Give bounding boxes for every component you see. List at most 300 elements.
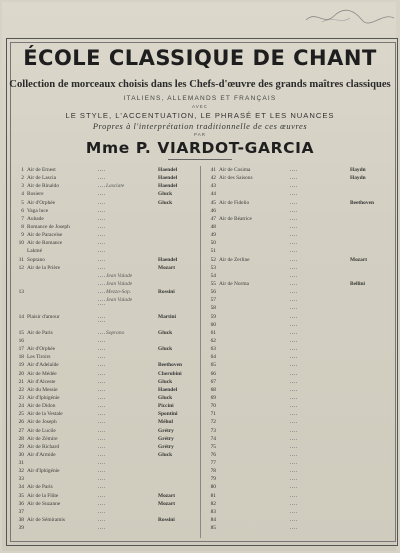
dot-leader (98, 382, 105, 383)
contents-entry (12, 492, 198, 500)
contents-entry (204, 492, 390, 500)
contents-column-right (204, 166, 390, 538)
contents-entry (204, 500, 390, 508)
entry-number: 3 (21, 183, 24, 190)
entry-title: Aubade (27, 215, 44, 222)
entry-title: Air de Rinaldo (27, 183, 60, 190)
dot-leader (290, 496, 297, 497)
contents-entry (12, 207, 198, 215)
dot-leader (98, 211, 105, 212)
dot-leader (98, 479, 105, 480)
entry-composer: Mozart (158, 264, 176, 271)
entry-composer: Grétry (158, 443, 174, 450)
dot-leader (98, 357, 105, 358)
entry-number: 49 (210, 232, 216, 239)
dot-leader (290, 504, 297, 505)
entry-title: Air de Sémiramis (27, 517, 66, 524)
dot-leader (290, 439, 297, 440)
entry-number: 76 (210, 451, 216, 458)
entry-composer: Gluck (158, 346, 173, 353)
entry-composer: Beethoven (158, 362, 182, 369)
contents-entry (204, 394, 390, 402)
entry-number: 17 (18, 346, 24, 353)
entry-title: Air d'Orphée (27, 199, 56, 206)
entry-title: Air d'Iphigénie (27, 394, 60, 401)
entry-number: 39 (18, 525, 24, 532)
entry-title: Air de Zerline (219, 256, 250, 263)
contents-entry (204, 190, 390, 198)
dot-leader (98, 260, 105, 261)
contents-entry (204, 182, 390, 190)
entry-title: Air de Lascia (27, 175, 57, 182)
entry-number: 42 (210, 175, 216, 182)
entry-number: 38 (18, 517, 24, 524)
entry-number: 41 (210, 167, 216, 173)
entry-number: 71 (210, 411, 216, 418)
entry-number: 68 (210, 386, 216, 393)
entry-number: 67 (210, 378, 216, 385)
dot-leader (98, 528, 105, 529)
contents-entry (204, 402, 390, 410)
dot-leader (290, 390, 297, 391)
entry-number: 1 (21, 167, 24, 173)
dot-leader (98, 487, 105, 488)
entry-number: 36 (18, 500, 24, 507)
entry-number: 2 (21, 175, 24, 182)
interpretation-line: Propres à l'interprétation traditionnelle de ces œuvres (92, 122, 308, 131)
dot-leader (98, 321, 105, 322)
contents-entry (12, 508, 198, 516)
contents-entry (12, 190, 198, 198)
entry-number: 78 (210, 468, 216, 475)
dot-leader (98, 463, 105, 464)
contents-entry (204, 353, 390, 361)
entry-title: Air de Paracelse (27, 232, 63, 239)
entry-voice: Jean Valade (106, 280, 133, 287)
contents-entry (12, 231, 198, 239)
entry-title: Air de Médée (27, 370, 57, 377)
entry-composer: Martini (158, 313, 176, 320)
entry-composer: Mozart (350, 256, 368, 263)
entry-number: 12 (18, 264, 24, 271)
dot-leader (290, 170, 297, 171)
dot-leader (290, 406, 297, 407)
contents-entry (204, 427, 390, 435)
contents-entry (12, 386, 198, 394)
entry-number: 44 (210, 191, 216, 198)
entry-title: Air d'Alceste (27, 378, 56, 385)
contents-entry (12, 337, 198, 345)
contents-entry (12, 272, 198, 280)
entry-number: 82 (210, 500, 216, 507)
entry-composer: Piccini (158, 403, 174, 410)
contents-entry (204, 386, 390, 394)
dot-leader (290, 374, 297, 375)
entry-number: 50 (210, 240, 216, 247)
entry-number: 81 (210, 492, 216, 499)
contents-entry (12, 410, 198, 418)
contents-entry (12, 361, 198, 369)
entry-number: 43 (210, 183, 216, 190)
dot-leader (290, 487, 297, 488)
entry-number: 22 (18, 386, 24, 393)
contents-entry (12, 288, 198, 296)
entry-composer: Rossini (158, 517, 175, 524)
entry-number: 26 (18, 419, 24, 426)
contents-entry (12, 443, 198, 451)
entry-number: 6 (21, 207, 24, 214)
entry-title: Les Tiroirs (27, 354, 51, 361)
entry-number: 45 (210, 199, 216, 206)
contents-entry (204, 410, 390, 418)
dot-leader (98, 304, 105, 305)
dot-leader (290, 471, 297, 472)
entry-number: 64 (210, 354, 216, 361)
entry-number: 5 (21, 199, 24, 206)
entry-title: Plaisir d'amour (27, 313, 60, 320)
entry-voice: Soprano (106, 329, 125, 336)
entry-number: 10 (18, 240, 24, 247)
contents-entry (12, 451, 198, 459)
entry-composer: Gluck (158, 394, 173, 401)
dot-leader (98, 341, 105, 342)
column-divider (200, 166, 201, 538)
entry-number: 32 (18, 468, 24, 475)
dot-leader (98, 170, 105, 171)
entry-title: Air de Cosima (219, 167, 251, 173)
dot-leader (290, 431, 297, 432)
contents-entry (204, 264, 390, 272)
contents-entry (204, 166, 390, 174)
contents-entry (12, 247, 198, 255)
entry-number: 55 (210, 280, 216, 287)
dot-leader (98, 300, 105, 301)
entry-voice: Jean Valade (106, 297, 133, 304)
entry-number: 52 (210, 256, 216, 263)
dot-leader (98, 471, 105, 472)
dot-leader (98, 455, 105, 456)
entry-title: Air des Saisons (219, 175, 253, 182)
entry-number: 14 (18, 313, 24, 320)
entry-voice: Jean Valade (106, 272, 133, 279)
entry-number: 70 (210, 403, 216, 410)
entry-title: Air de Richard (27, 443, 60, 450)
entry-number: 59 (210, 313, 216, 320)
contents-entry (12, 353, 198, 361)
contents-entry (12, 435, 198, 443)
contents-entry (12, 524, 198, 532)
entry-number: 80 (210, 484, 216, 491)
contents-entry (204, 247, 390, 255)
dot-leader (98, 374, 105, 375)
author-prefix: Mme (85, 139, 130, 157)
entry-number: 19 (18, 362, 24, 369)
contents-entry (204, 304, 390, 312)
entry-title: Air de la Prière (27, 264, 61, 271)
contents-entry (12, 304, 198, 312)
entry-composer: Gluck (158, 191, 173, 198)
dot-leader (290, 365, 297, 366)
dot-leader (290, 317, 297, 318)
dot-leader (290, 479, 297, 480)
entry-number: 25 (18, 411, 24, 418)
entry-composer: Haydn (350, 167, 366, 173)
entry-number: 74 (210, 435, 216, 442)
dot-leader (290, 284, 297, 285)
entry-title: Air de Norma (219, 280, 249, 287)
dot-leader (290, 325, 297, 326)
contents-entry (204, 451, 390, 459)
dot-leader (98, 203, 105, 204)
contents-entry (204, 215, 390, 223)
entry-number: 66 (210, 370, 216, 377)
contents-entry (12, 223, 198, 231)
entry-number: 16 (18, 337, 24, 344)
subtitle: Collection de morceaux choisis dans les Chefs-d'œuvre des grands maîtres classiques (9, 79, 391, 90)
author-name (0, 139, 400, 157)
contents-entry (204, 459, 390, 467)
dot-leader (98, 520, 105, 521)
contents-entry (204, 524, 390, 532)
entry-composer: Haendel (158, 175, 178, 182)
contents-entry (12, 378, 198, 386)
dot-leader (290, 512, 297, 513)
entry-number: 58 (210, 305, 216, 312)
contents-entry (12, 500, 198, 508)
dot-leader (98, 276, 105, 277)
contents-entry (204, 239, 390, 247)
contents-entry (204, 199, 390, 207)
entry-number: 31 (18, 460, 24, 467)
entry-title: Air de Ernest (27, 167, 56, 173)
entry-number: 83 (210, 508, 216, 515)
contents-entry (204, 231, 390, 239)
entry-title: Air de la Vestale (27, 411, 63, 418)
entry-number: 8 (21, 223, 24, 230)
contents-entry (204, 321, 390, 329)
dot-leader (290, 414, 297, 415)
contents-entry (204, 207, 390, 215)
entry-number: 30 (18, 451, 24, 458)
contents-entry (12, 402, 198, 410)
entry-number: 60 (210, 321, 216, 328)
entry-number: 35 (18, 492, 24, 499)
author-surname: P. VIARDOT-GARCIA (135, 139, 315, 157)
contents-entry (12, 280, 198, 288)
dot-leader (290, 300, 297, 301)
contents-entry (204, 337, 390, 345)
contents-entry (12, 264, 198, 272)
entry-number: 65 (210, 362, 216, 369)
entry-composer: Gluck (158, 329, 173, 336)
dot-leader (290, 186, 297, 187)
contents-entry (204, 435, 390, 443)
dot-leader (98, 227, 105, 228)
entry-number: 75 (210, 443, 216, 450)
contents-entry (204, 467, 390, 475)
entry-number: 51 (210, 248, 216, 255)
entry-composer: Méhul (158, 419, 173, 426)
contents-entry (12, 516, 198, 524)
entry-number: 73 (210, 427, 216, 434)
contents-entry (204, 288, 390, 296)
entry-composer: Haendel (158, 167, 178, 173)
contents-entry (12, 345, 198, 353)
entry-title: Air de Paris (27, 329, 53, 336)
par-label: PAR (194, 132, 206, 137)
dot-leader (98, 317, 105, 318)
dot-leader (98, 178, 105, 179)
dot-leader (290, 243, 297, 244)
entry-composer: Beethoven (350, 199, 374, 206)
dot-leader (290, 178, 297, 179)
entry-title: Air d'Orphée (27, 346, 56, 353)
dot-leader (98, 333, 105, 334)
contents-entry (12, 296, 198, 304)
dot-leader (290, 455, 297, 456)
contents-entry (12, 215, 198, 223)
dot-leader (98, 186, 105, 187)
entry-number: 24 (18, 403, 24, 410)
contents-entry (204, 280, 390, 288)
entry-number: 7 (21, 215, 24, 222)
dot-leader (290, 349, 297, 350)
contents-entry (12, 483, 198, 491)
contents-entry (204, 475, 390, 483)
contents-entry (204, 174, 390, 182)
entry-title: Soprano (27, 256, 45, 263)
style-line: LE STYLE, L'ACCENTUATION, LE PHRASÉ ET LES NUANCES (65, 111, 335, 120)
dot-leader (98, 194, 105, 195)
entry-composer: Grétry (158, 427, 174, 434)
entry-voice: Mezzo-Sop. (106, 289, 132, 296)
divider-rule (168, 159, 232, 160)
entry-number: 29 (18, 443, 24, 450)
entry-title: Vaga luce (27, 207, 49, 214)
dot-leader (290, 276, 297, 277)
dot-leader (290, 194, 297, 195)
dot-leader (290, 268, 297, 269)
contents-entry (12, 427, 198, 435)
entry-composer: Rossini (158, 289, 175, 296)
entry-title: Air de Fidelio (219, 199, 250, 206)
entry-number: 84 (210, 517, 216, 524)
contents-entry (204, 329, 390, 337)
entry-number: 69 (210, 394, 216, 401)
entry-number: 9 (21, 232, 24, 239)
dot-leader (98, 406, 105, 407)
entry-title: Air de Zémire (27, 435, 58, 442)
languages-line: ITALIENS, ALLEMANDS ET FRANÇAIS (123, 95, 277, 102)
contents-entry (204, 345, 390, 353)
dot-leader (290, 251, 297, 252)
dot-leader (290, 447, 297, 448)
dot-leader (98, 349, 105, 350)
entry-composer: Haendel (158, 183, 178, 190)
entry-number: 62 (210, 337, 216, 344)
entry-number: 37 (18, 508, 24, 515)
entry-number: 23 (18, 394, 24, 401)
contents-entry (204, 370, 390, 378)
contents-entry (12, 475, 198, 483)
entry-composer: Cherubini (158, 370, 182, 377)
entry-number: 20 (18, 370, 24, 377)
entry-title: Air de Paris (27, 484, 53, 491)
contents-entry (12, 239, 198, 247)
entry-composer: Spontini (158, 411, 178, 418)
entry-number: 79 (210, 476, 216, 483)
entry-composer: Grétry (158, 435, 174, 442)
page-title: ÉCOLE CLASSIQUE DE CHANT (23, 46, 377, 70)
contents-entry (204, 483, 390, 491)
contents-entry (204, 443, 390, 451)
dot-leader (290, 308, 297, 309)
entry-number: 57 (210, 297, 216, 304)
dot-leader (98, 447, 105, 448)
entry-title: Air de Romance (27, 240, 63, 247)
entry-number: 85 (210, 525, 216, 532)
dot-leader (98, 284, 105, 285)
dot-leader (290, 203, 297, 204)
dot-leader (98, 268, 105, 269)
contents-entry (12, 418, 198, 426)
entry-composer: Mozart (158, 500, 176, 507)
entry-number: 63 (210, 346, 216, 353)
entry-number: 77 (210, 460, 216, 467)
dot-leader (98, 235, 105, 236)
entry-title: Air de Joseph (27, 419, 57, 426)
entry-number: 11 (18, 256, 24, 263)
entry-number: 33 (18, 476, 24, 483)
dot-leader (290, 219, 297, 220)
entry-number: 46 (210, 207, 216, 214)
dot-leader (290, 422, 297, 423)
entry-composer: Haendel (158, 386, 178, 393)
contents-entry (204, 313, 390, 321)
dot-leader (98, 219, 105, 220)
entry-number: 28 (18, 435, 24, 442)
dot-leader (98, 390, 105, 391)
dot-leader (98, 496, 105, 497)
entry-number: 21 (18, 378, 24, 385)
entry-voice: Lasciate (106, 183, 125, 190)
entry-number: 27 (18, 427, 24, 434)
entry-title: Air de Didon (27, 403, 56, 410)
dot-leader (98, 398, 105, 399)
contents-entry (12, 329, 198, 337)
entry-number: 72 (210, 419, 216, 426)
dot-leader (290, 528, 297, 529)
contents-entry (204, 361, 390, 369)
dot-leader (98, 292, 105, 293)
contents-entry (204, 272, 390, 280)
entry-number: 13 (18, 289, 24, 296)
dot-leader (98, 439, 105, 440)
entry-number: 34 (18, 484, 24, 491)
entry-composer: Haydn (350, 175, 366, 182)
contents-entry (204, 516, 390, 524)
dot-leader (98, 431, 105, 432)
contents-entry (204, 378, 390, 386)
entry-number: 47 (210, 215, 216, 222)
entry-number: 4 (21, 191, 24, 198)
entry-title: Air de la Flûte (27, 492, 59, 499)
dot-leader (98, 504, 105, 505)
entry-title: Air d'Iphigénie (27, 468, 60, 475)
entry-title: Air du Messie (27, 386, 58, 393)
dot-leader (98, 251, 105, 252)
contents-entry (12, 321, 198, 329)
